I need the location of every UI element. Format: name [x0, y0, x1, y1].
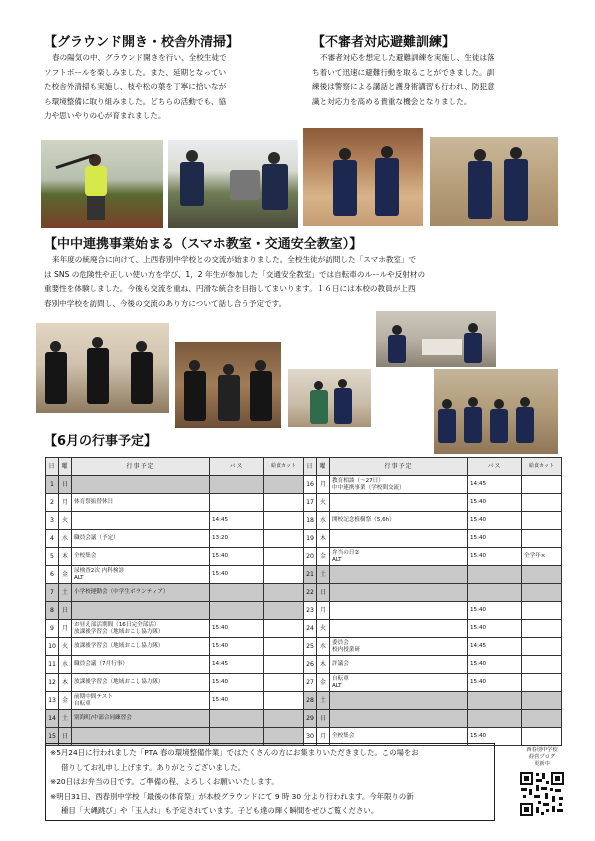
cell-event — [330, 638, 468, 656]
schedule-row — [304, 584, 562, 602]
cell-weekday: 月 — [59, 620, 72, 638]
photo-two-students — [288, 369, 371, 427]
cell-weekday: 水 — [317, 638, 330, 656]
schedule-row — [46, 494, 304, 512]
event-text: 評議会 — [332, 661, 349, 667]
notice-line: ※5月24日に行われました「PTA 春の環境整備作業」ではたくさんの方にお集まりいただきました。この場をお — [50, 748, 419, 757]
cell-lunch-cut — [522, 728, 562, 746]
schedule-row — [46, 656, 304, 674]
cell-weekday: 土 — [59, 584, 72, 602]
schedule-row — [46, 548, 304, 566]
paragraph-line: ち着いて迅速に避難行動を取ることができました。訓 — [312, 67, 495, 77]
cell-bus-time: 14:45 — [210, 512, 264, 530]
cell-day: 21 — [304, 566, 317, 584]
cell-bus-time — [468, 566, 522, 584]
cell-day: 14 — [46, 710, 59, 728]
event-text: 教育相談（～27日） — [332, 477, 384, 484]
event-text: ALT — [74, 574, 84, 581]
cell-day: 29 — [304, 710, 317, 728]
cell-weekday: 火 — [317, 620, 330, 638]
schedule-row — [304, 566, 562, 584]
cell-weekday: 木 — [59, 674, 72, 692]
cell-day: 1 — [46, 476, 59, 494]
schedule-row — [46, 674, 304, 692]
cell-event — [72, 602, 210, 620]
cell-event — [72, 530, 210, 548]
cell-lunch-cut — [264, 512, 304, 530]
schedule-row — [46, 512, 304, 530]
cell-bus-time: 15:40 — [468, 674, 522, 692]
cell-lunch-cut — [264, 656, 304, 674]
cell-day: 27 — [304, 674, 317, 692]
cell-day: 10 — [46, 638, 59, 656]
cell-event — [72, 710, 210, 728]
event-text: 前期中間テスト — [74, 693, 113, 700]
cell-event — [330, 674, 468, 692]
event-text: 職員会議（予定） — [74, 535, 119, 541]
cell-lunch-cut — [522, 602, 562, 620]
schedule-row — [304, 620, 562, 638]
event-text: 職員会議（7月行事） — [74, 661, 128, 667]
cell-bus-time: 13:20 — [210, 530, 264, 548]
cell-event — [72, 692, 210, 710]
cell-lunch-cut — [264, 548, 304, 566]
schedule-table-second-half — [303, 457, 562, 746]
cell-bus-time — [468, 584, 522, 602]
section-body-ground-opening — [44, 51, 299, 124]
header-event: 行事予定 — [72, 458, 210, 476]
cell-day: 13 — [46, 692, 59, 710]
cell-bus-time — [210, 584, 264, 602]
header-event: 行事予定 — [330, 458, 468, 476]
cell-event — [72, 638, 210, 656]
cell-bus-time — [210, 710, 264, 728]
cell-bus-time: 14:45 — [210, 656, 264, 674]
header-bus: バス — [210, 458, 264, 476]
cell-lunch-cut — [264, 476, 304, 494]
cell-weekday: 日 — [317, 710, 330, 728]
cell-lunch-cut — [264, 620, 304, 638]
cell-bus-time — [210, 476, 264, 494]
cell-event — [72, 656, 210, 674]
cell-weekday: 火 — [317, 494, 330, 512]
section-title-ground-opening: 【グラウンド開き・校舎外清掃】 — [44, 35, 240, 50]
cell-lunch-cut — [522, 656, 562, 674]
paragraph-line: 春の陽気の中、グラウンド開きを行い、全校生徒で — [52, 53, 227, 62]
cell-weekday: 火 — [59, 638, 72, 656]
cell-event — [72, 476, 210, 494]
cell-bus-time: 15:40 — [210, 566, 264, 584]
notice-line: 借りしてお礼申し上げます。ありがとうございました。 — [61, 762, 246, 772]
cell-event — [72, 566, 210, 584]
cell-lunch-cut — [264, 494, 304, 512]
cell-lunch-cut — [522, 620, 562, 638]
cell-event — [330, 584, 468, 602]
paragraph-line: 練後は警察による講話と護身術講習も行われ、防犯意 — [312, 82, 495, 92]
schedule-row — [46, 566, 304, 584]
cell-lunch-cut: 全学年× — [522, 548, 562, 566]
event-text: 開校記念植樹祭（5,6h） — [332, 517, 395, 523]
schedule-row — [304, 512, 562, 530]
paragraph-line: た校舎外清掃も実施し、枝や松の葉を丁寧に拾いなが — [44, 82, 227, 92]
cell-bus-time — [468, 692, 522, 710]
cell-lunch-cut — [264, 602, 304, 620]
cell-day: 20 — [304, 548, 317, 566]
cell-event — [330, 710, 468, 728]
cell-weekday: 木 — [317, 530, 330, 548]
header-weekday: 曜 — [59, 458, 72, 476]
cell-lunch-cut — [522, 566, 562, 584]
paragraph-line: 春別中学校を訪問し、今後の交流のあり方について話し合う予定です。 — [44, 298, 287, 308]
photo-group-discussion — [376, 311, 496, 367]
cell-weekday: 水 — [59, 530, 72, 548]
cell-weekday: 日 — [317, 584, 330, 602]
cell-weekday: 土 — [317, 566, 330, 584]
cell-weekday: 日 — [59, 602, 72, 620]
event-text: 体育祭振替休日 — [74, 499, 114, 505]
cell-lunch-cut — [522, 710, 562, 728]
schedule-row — [304, 530, 562, 548]
event-text: 全校集会 — [74, 553, 97, 559]
header-lunch-cut: 給食カット — [264, 458, 304, 476]
cell-day: 23 — [304, 602, 317, 620]
cell-event — [72, 494, 210, 512]
cell-weekday: 金 — [59, 566, 72, 584]
cell-bus-time: 15:40 — [210, 692, 264, 710]
event-text: 別海町/中部合同練習会 — [74, 715, 132, 721]
schedule-row — [304, 476, 562, 494]
cell-day: 2 — [46, 494, 59, 512]
cell-day: 24 — [304, 620, 317, 638]
event-text: 校内授業研 — [332, 646, 360, 653]
cell-lunch-cut — [264, 584, 304, 602]
cell-day: 18 — [304, 512, 317, 530]
cell-event — [72, 584, 210, 602]
cell-day: 8 — [46, 602, 59, 620]
event-text: 弁当の日② — [332, 549, 360, 556]
schedule-row — [304, 692, 562, 710]
schedule-title: 【6月の行事予定】 — [44, 434, 158, 449]
cell-day: 3 — [46, 512, 59, 530]
paragraph-line: 来年度の統廃合に向けて、上西春別中学校との交流が始まりました。全校生徒が訪問した「スマホ教室」で — [52, 255, 417, 264]
event-text: お昼え部活期間（16日完全部活） — [74, 621, 160, 628]
schedule-row — [304, 494, 562, 512]
photo-softball-batter — [41, 140, 163, 228]
cell-day: 17 — [304, 494, 317, 512]
cell-lunch-cut — [522, 512, 562, 530]
cell-event — [72, 620, 210, 638]
paragraph-line: 不審者対応を想定した避難訓練を実施し、生徒は落 — [320, 53, 495, 62]
notice-line: ※20日はお弁当の日です。ご準備の程、よろしくお願いいたします。 — [50, 777, 279, 787]
schedule-row — [46, 530, 304, 548]
qr-caption-line: 西春別中学校 — [526, 747, 558, 753]
cell-lunch-cut — [264, 530, 304, 548]
cell-lunch-cut — [522, 530, 562, 548]
cell-bus-time: 15:40 — [468, 602, 522, 620]
cell-weekday: 月 — [317, 728, 330, 746]
section-body-evacuation-drill — [312, 51, 560, 109]
paragraph-line: 力や思いやりの心が育まれました。 — [44, 111, 166, 121]
paragraph-line: は SNS の危険性や正しい使い方を学び、1，2 年生が参加した「交通安全教室」では自転車のルールや反射材の — [44, 269, 426, 279]
cell-day: 11 — [46, 656, 59, 674]
cell-event — [330, 656, 468, 674]
qr-caption-line: 更新中 — [534, 761, 550, 767]
cell-event — [330, 692, 468, 710]
event-text: 尿検査2次 内科検診 — [74, 567, 125, 574]
cell-day: 28 — [304, 692, 317, 710]
cell-event — [72, 674, 210, 692]
qr-code-icon[interactable] — [519, 771, 565, 817]
cell-day: 7 — [46, 584, 59, 602]
cell-bus-time: 15:40 — [468, 512, 522, 530]
cell-weekday: 金 — [317, 674, 330, 692]
schedule-row — [46, 476, 304, 494]
cell-event — [330, 620, 468, 638]
photo-smartphone-class — [175, 342, 281, 428]
event-text: 委員会 — [332, 639, 349, 646]
cell-event — [330, 476, 468, 494]
event-text: 全校集会 — [332, 733, 355, 739]
event-text: 放課後学習会（地域おこし協力隊） — [74, 643, 164, 649]
section-title-evacuation-drill: 【不審者対応避難訓練】 — [312, 35, 456, 50]
notice-line: ※明日31日、西春別中学校「最後の体育祭」が本校グラウンドにて 9 時 30 分より行われます。今年限りの新 — [50, 791, 414, 801]
schedule-row — [304, 710, 562, 728]
cell-bus-time: 14:45 — [468, 476, 522, 494]
notice-line: 種目「大縄跳び」や「玉入れ」も予定されています。子ども達の輝く瞬間をぜひご覧ください。 — [61, 806, 379, 816]
schedule-row — [46, 710, 304, 728]
cell-lunch-cut — [522, 494, 562, 512]
cell-event — [72, 512, 210, 530]
header-day: 日 — [46, 458, 59, 476]
cell-bus-time — [468, 710, 522, 728]
photo-traffic-safety-class — [434, 369, 558, 454]
paragraph-line: 重要性を体験しました。今後も交流を重ね、円滑な統合を目指してまいります。１６日には本校の教員が上西 — [44, 284, 416, 294]
cell-weekday: 日 — [59, 476, 72, 494]
event-text: ALT — [332, 682, 342, 689]
qr-caption — [516, 747, 568, 768]
cell-bus-time: 15:40 — [468, 656, 522, 674]
header-weekday: 曜 — [317, 458, 330, 476]
schedule-row — [46, 584, 304, 602]
photo-cleaning-students — [168, 140, 298, 228]
cell-day: 12 — [46, 674, 59, 692]
cell-lunch-cut — [264, 692, 304, 710]
cell-lunch-cut — [522, 692, 562, 710]
cell-weekday: 土 — [317, 692, 330, 710]
cell-weekday: 日 — [59, 728, 72, 746]
schedule-row — [46, 638, 304, 656]
cell-lunch-cut — [264, 638, 304, 656]
paragraph-line: ソフトボールを楽しみました。また、延期となってい — [44, 67, 227, 77]
cell-bus-time: 15:40 — [468, 620, 522, 638]
cell-weekday: 土 — [59, 710, 72, 728]
cell-weekday: 金 — [59, 692, 72, 710]
cell-lunch-cut — [522, 674, 562, 692]
cell-event — [330, 548, 468, 566]
event-text: 中中連携事業（学校間交流） — [332, 484, 405, 491]
event-text: 自転車 — [332, 675, 349, 682]
cell-weekday: 月 — [317, 476, 330, 494]
photo-students-standing — [36, 323, 169, 413]
cell-event — [330, 494, 468, 512]
cell-weekday: 木 — [317, 656, 330, 674]
cell-bus-time: 15:40 — [468, 530, 522, 548]
schedule-row — [304, 548, 562, 566]
cell-bus-time: 15:40 — [468, 728, 522, 746]
header-day: 日 — [304, 458, 317, 476]
cell-event — [330, 566, 468, 584]
schedule-row — [46, 620, 304, 638]
cell-weekday: 金 — [317, 548, 330, 566]
cell-bus-time: 15:40 — [210, 638, 264, 656]
cell-bus-time — [210, 494, 264, 512]
cell-day: 4 — [46, 530, 59, 548]
cell-bus-time: 15:40 — [210, 620, 264, 638]
schedule-row — [46, 602, 304, 620]
cell-lunch-cut — [522, 638, 562, 656]
schedule-row — [46, 692, 304, 710]
cell-bus-time: 15:40 — [210, 548, 264, 566]
cell-bus-time: 15:40 — [468, 494, 522, 512]
section-body-school-collaboration — [44, 253, 560, 311]
event-text: 放課後学習会（地域おこし協力隊） — [74, 679, 164, 685]
cell-event — [330, 530, 468, 548]
photo-police-lecture — [430, 137, 558, 226]
schedule-table-first-half — [45, 457, 304, 746]
cell-day: 5 — [46, 548, 59, 566]
cell-day: 16 — [304, 476, 317, 494]
cell-day: 15 — [46, 728, 59, 746]
cell-day: 22 — [304, 584, 317, 602]
schedule-row — [304, 656, 562, 674]
paragraph-line: ら環境整備に取り組みました。どちらの活動でも、協 — [44, 96, 227, 106]
schedule-row — [304, 638, 562, 656]
cell-weekday: 水 — [317, 512, 330, 530]
cell-weekday: 月 — [59, 494, 72, 512]
event-text: 放課後学習会（地域おこし協力隊） — [74, 628, 164, 635]
paragraph-line: 識と対応力を高める貴重な機会となりました。 — [312, 96, 472, 106]
cell-weekday: 火 — [59, 512, 72, 530]
cell-bus-time: 14:45 — [468, 638, 522, 656]
schedule-row — [304, 602, 562, 620]
cell-event — [330, 602, 468, 620]
cell-day: 26 — [304, 656, 317, 674]
event-text: ALT — [332, 556, 342, 563]
cell-lunch-cut — [264, 674, 304, 692]
cell-day: 19 — [304, 530, 317, 548]
cell-day: 25 — [304, 638, 317, 656]
header-lunch-cut: 給食カット — [522, 458, 562, 476]
cell-lunch-cut — [264, 710, 304, 728]
cell-event — [72, 548, 210, 566]
cell-lunch-cut — [522, 476, 562, 494]
event-text: 自転車 — [74, 700, 91, 707]
notice-box — [45, 743, 495, 821]
cell-event — [330, 512, 468, 530]
cell-weekday: 月 — [317, 602, 330, 620]
cell-bus-time: 15:40 — [468, 548, 522, 566]
event-text: 小学校運動会（中学生ボランティア） — [74, 589, 169, 595]
cell-lunch-cut — [264, 566, 304, 584]
photo-self-defense-training — [303, 128, 423, 226]
cell-weekday: 木 — [59, 548, 72, 566]
cell-bus-time: 15:40 — [210, 674, 264, 692]
cell-weekday: 水 — [59, 656, 72, 674]
cell-day: 6 — [46, 566, 59, 584]
cell-bus-time — [210, 602, 264, 620]
cell-day: 9 — [46, 620, 59, 638]
section-title-school-collaboration: 【中中連携事業始まる（スマホ教室・交通安全教室）】 — [44, 237, 363, 252]
cell-lunch-cut — [522, 584, 562, 602]
header-bus: バス — [468, 458, 522, 476]
schedule-row — [304, 674, 562, 692]
qr-caption-line: 経営ブログ — [529, 754, 555, 760]
cell-day: 30 — [304, 728, 317, 746]
